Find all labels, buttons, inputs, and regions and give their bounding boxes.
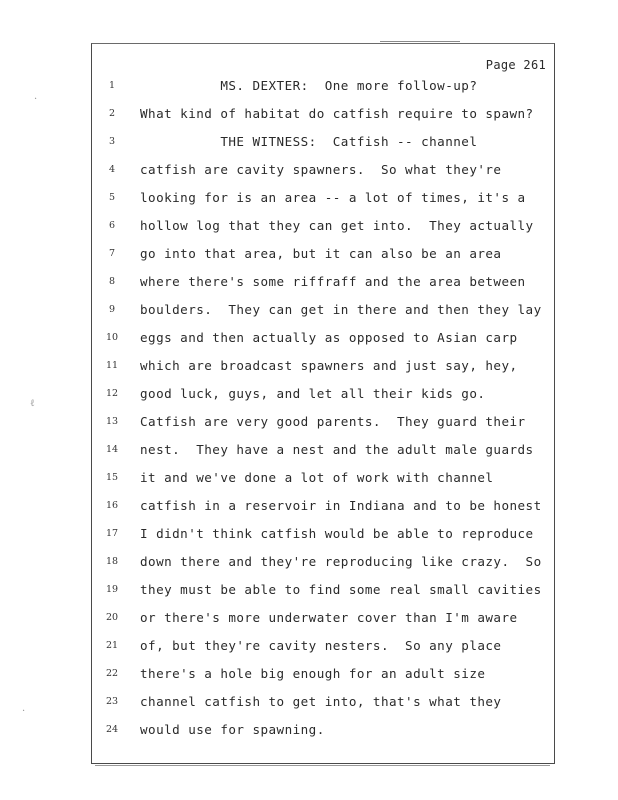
transcript-line: Catfish are very good parents. They guard their: [140, 414, 526, 429]
transcript-line: of, but they're cavity nesters. So any place: [140, 638, 502, 653]
line-number: 4: [108, 164, 116, 175]
line-number: 7: [108, 248, 116, 259]
line-number: 10: [105, 332, 119, 343]
line-number: 24: [105, 724, 119, 735]
line-number: 13: [105, 416, 119, 427]
line-number: 11: [105, 360, 119, 371]
transcript-line: it and we've done a lot of work with channel: [140, 470, 494, 485]
transcript-line: where there's some riffraff and the area between: [140, 274, 526, 289]
line-number: 23: [105, 696, 119, 707]
margin-mark: ℓ: [30, 398, 35, 409]
transcript-line: I didn't think catfish would be able to reproduce: [140, 526, 534, 541]
transcript-line: there's a hole big enough for an adult size: [140, 666, 486, 681]
line-number: 18: [105, 556, 119, 567]
transcript-line: down there and they're reproducing like crazy. So: [140, 554, 542, 569]
line-number: 19: [105, 584, 119, 595]
bottom-edge-mark: [95, 765, 550, 766]
line-number: 14: [105, 444, 119, 455]
line-number: 20: [105, 612, 119, 623]
page-number: Page 261: [485, 58, 546, 72]
transcript-line: catfish are cavity spawners. So what they're: [140, 162, 502, 177]
line-number: 15: [105, 472, 119, 483]
line-number: 6: [108, 220, 116, 231]
transcript-line: channel catfish to get into, that's what they: [140, 694, 502, 709]
transcript-line: catfish in a reservoir in Indiana and to be honest: [140, 498, 542, 513]
line-number: 22: [105, 668, 119, 679]
line-number: 21: [105, 640, 119, 651]
line-number: 12: [105, 388, 119, 399]
transcript-line: MS. DEXTER: One more follow-up?: [140, 78, 478, 93]
line-number: 16: [105, 500, 119, 511]
line-number: 3: [108, 136, 116, 147]
transcript-line: eggs and then actually as opposed to Asian carp: [140, 330, 518, 345]
transcript-line: hollow log that they can get into. They actually: [140, 218, 534, 233]
transcript-page: [91, 43, 555, 764]
line-number: 5: [108, 192, 116, 203]
line-number: 17: [105, 528, 119, 539]
transcript-line: good luck, guys, and let all their kids go.: [140, 386, 486, 401]
transcript-line: nest. They have a nest and the adult male guards: [140, 442, 534, 457]
transcript-line: would use for spawning.: [140, 722, 325, 737]
line-number: 8: [108, 276, 116, 287]
line-number: 1: [108, 80, 116, 91]
transcript-line: looking for is an area -- a lot of times, it's a: [140, 190, 526, 205]
transcript-line: which are broadcast spawners and just say, hey,: [140, 358, 518, 373]
transcript-line: or there's more underwater cover than I'm aware: [140, 610, 518, 625]
line-number: 2: [108, 108, 116, 119]
line-number: 9: [108, 304, 116, 315]
transcript-line: What kind of habitat do catfish require to spawn?: [140, 106, 534, 121]
transcript-line: they must be able to find some real small cavities: [140, 582, 542, 597]
margin-mark: ·: [34, 94, 38, 105]
transcript-line: THE WITNESS: Catfish -- channel: [140, 134, 478, 149]
margin-mark: ·: [22, 706, 26, 717]
transcript-line: go into that area, but it can also be an area: [140, 246, 502, 261]
transcript-line: boulders. They can get in there and then they lay: [140, 302, 542, 317]
top-edge-mark: [380, 41, 460, 42]
